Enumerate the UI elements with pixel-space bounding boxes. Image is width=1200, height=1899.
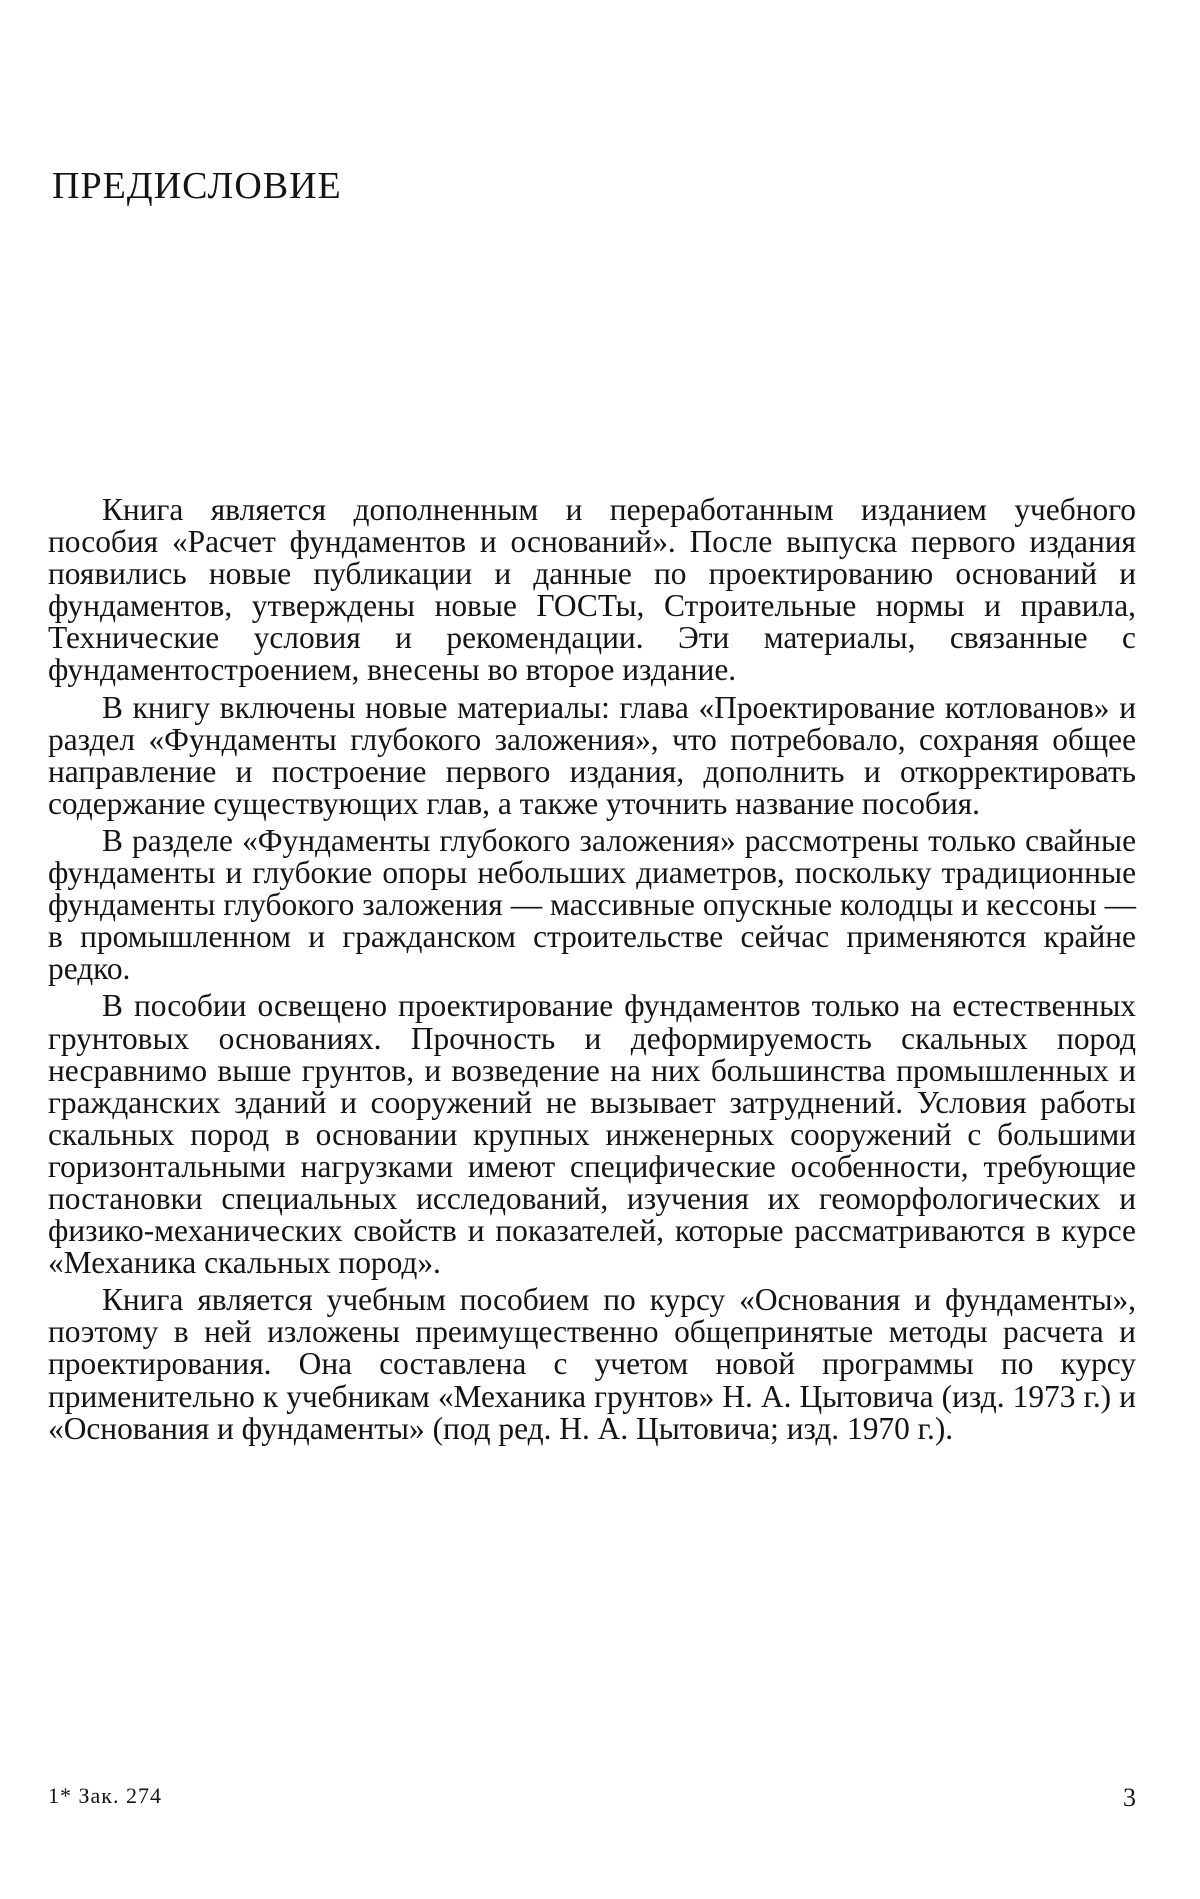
page-number: 3: [1123, 1783, 1136, 1812]
paragraph-1: Книга является дополненным и переработанным изданием учебного пособия «Расчет фундаментов и оснований». После выпуска первого издания появились новые публикации и данные по проектированию оснований и фундаментов, утверждены новые ГОСТы, Строительные нормы и правила, Технические условия и рекомендации. Эти материалы, связанные с фундаментостроением, внесены во второе издание.: [48, 492, 1136, 688]
paragraph-5: Книга является учебным пособием по курсу «Основания и фундаменты», поэтому в ней изложены преимущественно общепринятые методы расчета и проектирования. Она составлена с учетом новой программы по курсу применительно к учебникам «Механика грунтов» Н. А. Цытовича (изд. 1973 г.) и «Основания и фундаменты» (под ред. Н. А. Цытовича; изд. 1970 г.).: [48, 1282, 1136, 1446]
preface-body: [48, 494, 1136, 1450]
printer-signature: 1* Зак. 274: [48, 1783, 162, 1808]
paragraph-3: В разделе «Фундаменты глубокого заложения» рассмотрены только свайные фундаменты и глубокие опоры небольших диаметров, поскольку традиционные фундаменты глубокого заложения — массивные опускные колодцы и кессоны — в промышленном и гражданском строительстве сейчас применяются крайне редко.: [48, 822, 1136, 987]
page-footer: [48, 1781, 1136, 1821]
page-title: ПРЕДИСЛОВИЕ: [52, 165, 342, 207]
paragraph-4: В пособии освещено проектирование фундаментов только на естественных грунтовых основаниях. Прочность и деформируемость скальных пород несравнимо выше грунтов, и возведение на них большинства промышленных и гражданских зданий и сооружений не вызывает затруднений. Условия работы скальных пород в основании крупных инженерных сооружений с большими горизонтальными нагрузками имеют специфические особенности, требующие постановки специальных исследований, изучения их геоморфологических и физико-механических свойств и показателей, которые рассматриваются в курсе «Механика скальных пород».: [48, 988, 1136, 1281]
paragraph-2: В книгу включены новые материалы: глава «Проектирование котлованов» и раздел «Фундаменты глубокого заложения», что потребовало, сохраняя общее направление и построение первого издания, дополнить и откорректировать содержание существующих глав, а также уточнить название пособия.: [48, 689, 1136, 821]
